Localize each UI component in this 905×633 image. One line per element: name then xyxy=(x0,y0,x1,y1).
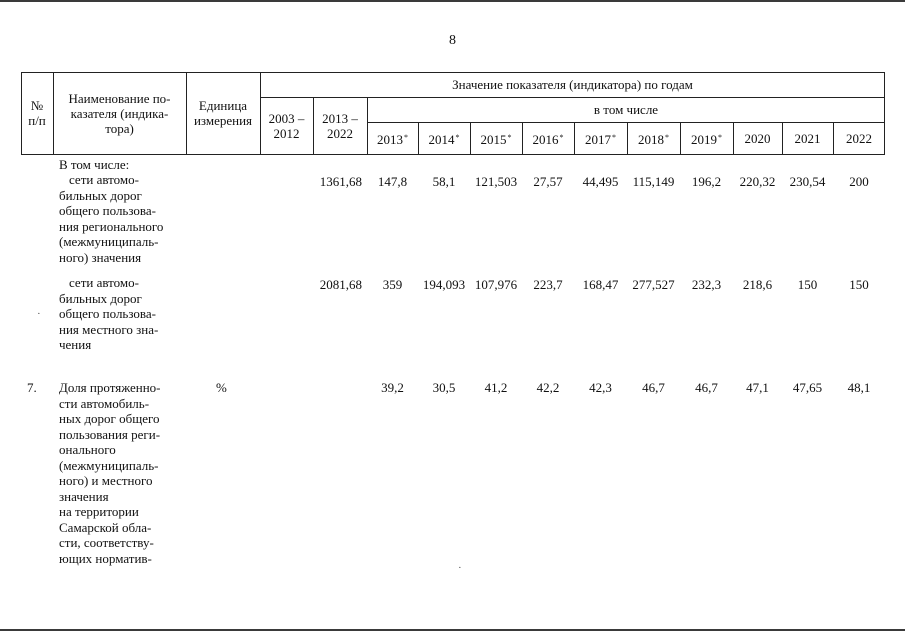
header-year-2013 xyxy=(367,122,418,154)
year-value-2014: 194,093 xyxy=(422,277,466,292)
indicator-name-line: ного) значения xyxy=(59,249,142,265)
year-value-2014: 58,1 xyxy=(432,174,456,189)
header-text-line: Наименование по- xyxy=(68,90,171,106)
indicator-name-line: сти автомобиль- xyxy=(59,395,150,411)
year-value-2018: 277,527 xyxy=(632,277,675,292)
year-value-2014: 30,5 xyxy=(432,380,456,395)
year-label: 2022 xyxy=(846,130,872,146)
scan-speck: · xyxy=(37,308,41,320)
header-num xyxy=(21,72,53,154)
page-bottom-edge xyxy=(0,629,905,631)
year-value-2018: 115,149 xyxy=(632,174,675,189)
indicator-name-line: на территории xyxy=(59,504,139,519)
table-header xyxy=(21,72,885,154)
year-value-2022: 48,1 xyxy=(847,380,871,395)
year-label: 2017 xyxy=(585,131,611,147)
indicator-name-line: бильных дорог xyxy=(59,187,142,203)
year-value-2013: 359 xyxy=(382,277,403,292)
year-value-2016: 223,7 xyxy=(533,277,563,292)
indicator-name-line: сти, соответству- xyxy=(59,535,154,550)
year-value-2017: 42,3 xyxy=(589,380,612,395)
header-subgroup-title: в том числе xyxy=(593,102,659,117)
indicator-name-line: В том числе: xyxy=(59,157,130,172)
indicator-name-line: бильных дорог xyxy=(59,290,142,306)
header-year-2015 xyxy=(470,122,522,154)
year-value-2022: 200 xyxy=(849,174,869,189)
page-top-edge xyxy=(0,0,905,2)
indicator-name-line: ного) и местного xyxy=(59,473,153,488)
year-value-2019: 232,3 xyxy=(691,277,722,292)
year-value-2021: 150 xyxy=(797,277,818,292)
indicator-name-line: чения xyxy=(59,337,92,352)
footnote-mark: * xyxy=(665,132,669,142)
indicator-name-line: ния регионального xyxy=(59,218,164,234)
header-text-line: 2013 – xyxy=(322,110,358,126)
year-label: 2014 xyxy=(428,131,455,147)
year-label: 2019 xyxy=(691,131,717,147)
header-year-2019 xyxy=(680,122,733,154)
header-year-2017 xyxy=(574,122,627,154)
year-value-2020: 220,32 xyxy=(739,174,776,189)
scan-speck: · xyxy=(458,562,462,574)
indicator-name-line: сети автомо- xyxy=(69,275,139,290)
header-text-line: казателя (индика- xyxy=(70,105,169,121)
indicator-name-line: общего пользова- xyxy=(59,306,156,321)
year-value-2020: 218,6 xyxy=(742,277,773,292)
year-label: 2016 xyxy=(532,131,559,147)
indicator-name-line: (межмуниципаль- xyxy=(59,234,159,249)
year-label: 2018 xyxy=(638,131,664,147)
year-value-2013: 147,8 xyxy=(377,174,408,189)
footnote-mark: * xyxy=(507,132,512,142)
header-group-title: Значение показателя (индикатора) по годам xyxy=(452,77,693,92)
header-year-2020 xyxy=(733,122,782,154)
header-text-line: тора) xyxy=(105,120,134,136)
header-text-line: Единица xyxy=(198,98,248,113)
header-text-line: 2003 – xyxy=(268,110,305,126)
year-label: 2021 xyxy=(794,130,821,146)
indicator-name-line: Доля протяженно- xyxy=(59,380,161,395)
header-text-line: п/п xyxy=(28,113,46,128)
footnote-mark: * xyxy=(559,132,564,142)
header-year-2014 xyxy=(418,122,470,154)
year-value-2015: 121,503 xyxy=(474,174,518,189)
header-unit xyxy=(186,72,260,154)
header-period-2 xyxy=(313,97,367,154)
period-total-value: 1361,68 xyxy=(319,174,362,189)
header-num-label xyxy=(28,98,46,128)
year-label: 2013 xyxy=(377,131,403,147)
header-year-2021 xyxy=(782,122,833,154)
indicator-name-line: ных дорог общего xyxy=(59,411,160,426)
year-value-2018: 46,7 xyxy=(642,380,665,395)
indicator-name-line: пользования реги- xyxy=(59,426,161,442)
year-value-2016: 42,2 xyxy=(536,380,560,395)
indicator-name-line: ния местного зна- xyxy=(59,321,159,337)
indicator-name-line: общего пользова- xyxy=(59,203,156,218)
period-total-value: 2081,68 xyxy=(319,277,362,292)
year-value-2022: 150 xyxy=(849,277,869,292)
indicator-name-line: сети автомо- xyxy=(69,172,139,187)
unit-of-measure: % xyxy=(216,380,227,395)
year-value-2021: 230,54 xyxy=(789,174,826,189)
year-value-2013: 39,2 xyxy=(381,380,404,395)
page-number: 8 xyxy=(449,33,456,48)
footnote-mark: * xyxy=(612,132,616,142)
year-value-2019: 46,7 xyxy=(695,380,718,395)
header-text-line: 2022 xyxy=(327,125,353,141)
header-bottom-border xyxy=(21,154,885,155)
year-label: 2020 xyxy=(744,130,771,146)
year-value-2015: 41,2 xyxy=(484,380,508,395)
year-value-2016: 27,57 xyxy=(533,174,563,189)
header-text-line: 2012 xyxy=(273,125,300,141)
indicator-name-line: значения xyxy=(59,488,109,504)
year-label: 2015 xyxy=(480,131,507,147)
year-value-2019: 196,2 xyxy=(691,174,722,189)
header-year-2016 xyxy=(522,122,574,154)
header-year-2018 xyxy=(627,122,680,154)
header-text-line: измерения xyxy=(193,113,253,128)
header-year-2022 xyxy=(833,122,885,154)
header-period-1 xyxy=(260,97,313,154)
year-value-2020: 47,1 xyxy=(746,380,769,395)
indicator-name-line: онального xyxy=(59,442,116,457)
indicator-name-line: Самарской обла- xyxy=(59,519,152,535)
row-number: 7. xyxy=(27,380,37,395)
year-value-2017: 168,47 xyxy=(582,277,619,292)
year-value-2017: 44,495 xyxy=(582,174,619,189)
header-text-line: № xyxy=(30,98,44,113)
footnote-mark: * xyxy=(455,132,460,142)
year-value-2021: 47,65 xyxy=(792,380,823,395)
indicator-name-line: ющих норматив- xyxy=(59,550,152,566)
footnote-mark: * xyxy=(404,132,408,142)
indicator-name-line: (межмуниципаль- xyxy=(59,457,159,473)
year-value-2015: 107,976 xyxy=(474,277,518,292)
footnote-mark: * xyxy=(718,132,722,142)
header-name xyxy=(53,72,186,154)
